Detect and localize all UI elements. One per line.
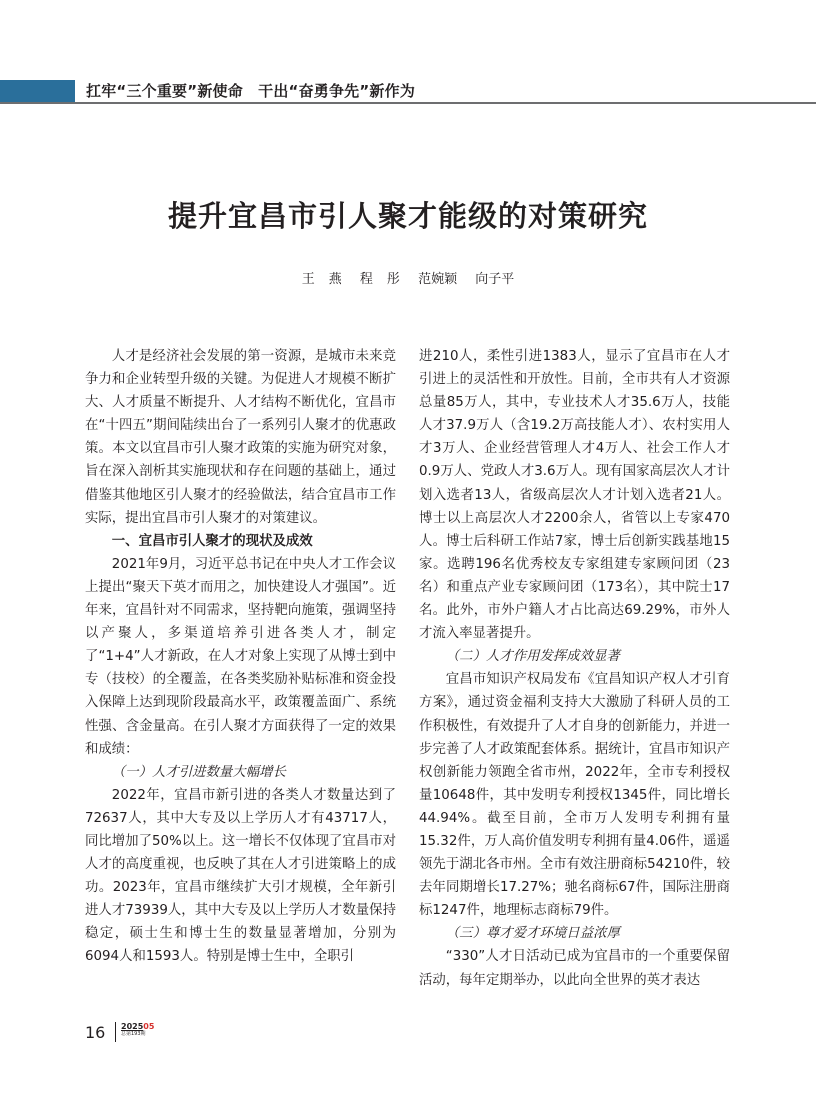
subsection-heading: （三）尊才爱才环境日益浓厚 [445, 926, 620, 942]
paragraph: 2021年9月，习近平总书记在中央人才工作会议上提出“聚天下英才而用之，加快建设人才强国”。近年来，宜昌针对不同需求，坚持靶向施策，强调坚持以产聚人，多渠道培养引进各类人才，制定了“1+4”人才新政，在人才对象上实现了从博士到中专（技校）的全覆盖，在各类奖励补贴标准和资金投入保障上达到现阶段最高水平，政策覆盖面广、系统性强、含金量高。在引人聚才方面获得了一定的效果和成绩： [85, 556, 396, 757]
footer-divider [115, 1022, 116, 1042]
section-heading: 一、宜昌市引人聚才的现状及成效 [111, 533, 313, 549]
subsection-heading: （一）人才引进数量大幅增长 [111, 764, 286, 780]
paragraph: “330”人才日活动已成为宜昌市的一个重要保留活动，每年定期举办，以此向全世界的英才表达 [419, 949, 730, 988]
issue-month: 05 [143, 1022, 155, 1031]
issue-label [121, 1022, 154, 1038]
author-name: 王燕 [301, 272, 356, 287]
paragraph: 进210人，柔性引进1383人，显示了宜昌市在人才引进上的灵活性和开放性。目前，全市共有人才资源总量85万人，其中，专业技术人才35.6万人，技能人才37.9万人（含19.2万高技能人才）、农村实用人才3万人、企业经营管理人才4万人、社会工作人才0.9万人、党政人才3.6万人。现有国家高层次人才计划入选者13人，省级高层次人才计划入选者21人。博士以上高层次人才2200余人，省管以上专家470人。博士后科研工作站7家，博士后创新实践基地15家。选聘196名优秀校友专家组建专家顾问团（23名）和重点产业专家顾问团（173名），其中院士17名。此外，市外户籍人才占比高达69.29%，市外人才流入率显著提升。 [419, 349, 730, 642]
issue-total: 总第193期 [121, 1031, 146, 1037]
header-rule [0, 102, 816, 104]
author-name: 程彤 [359, 272, 414, 287]
paragraph: 人才是经济社会发展的第一资源，是城市未来竞争力和企业转型升级的关键。为促进人才规模不断扩大、人才质量不断提升、人才结构不断优化，宜昌市在“十四五”期间陆续出台了一系列引人聚才的优惠政策。本文以宜昌市引人聚才政策的实施为研究对象，旨在深入剖析其实施现状和存在问题的基础上，通过借鉴其他地区引人聚才的经验做法，结合宜昌市工作实际，提出宜昌市引人聚才的对策建议。 [85, 349, 396, 526]
right-column [419, 345, 730, 992]
author-name: 向子平 [475, 272, 515, 287]
issue-year: 2025 [121, 1022, 144, 1031]
article-title: 提升宜昌市引人聚才能级的对策研究 [167, 199, 648, 233]
section-header-title: 扛牢“三个重要”新使命 干出“奋勇争先”新作为 [86, 82, 416, 100]
paragraph: 2022年，宜昌市新引进的各类人才数量达到了72637人，其中大专及以上学历人才有43717人，同比增加了50%以上。这一增长不仅体现了宜昌市对人才的高度重视，也反映了其在人才引进策略上的成功。2023年，宜昌市继续扩大引才规模，全年新引进人才73939人，其中大专及以上学历人才数量保持稳定，硕士生和博士生的数量显著增加，分别为6094人和1593人。特别是博士生中，全职引 [85, 787, 396, 965]
header-accent-block [0, 80, 75, 102]
author-list [0, 268, 816, 287]
subsection-heading: （二）人才作用发挥成效显著 [445, 649, 620, 665]
author-name: 范婉颖 [418, 272, 458, 287]
left-column [85, 345, 396, 969]
paragraph: 宜昌市知识产权局发布《宜昌知识产权人才引育方案》，通过资金福利支持大大激励了科研人员的工作积极性，有效提升了人才自身的创新能力，并进一步完善了人才政策配套体系。据统计，宜昌市知识产权创新能力领跑全省市州，2022年，全市专利授权量10648件，其中发明专利授权1345件，同比增长44.94%。截至目前，全市万人发明专利拥有量15.32件，万人高价值发明专利拥有量4.06件，遥遥领先于湖北各市州。全市有效注册商标54210件，较去年同期增长17.27%；驰名商标67件，国际注册商标1247件，地理标志商标79件。 [419, 672, 730, 919]
page-number: 16 [85, 1023, 106, 1042]
